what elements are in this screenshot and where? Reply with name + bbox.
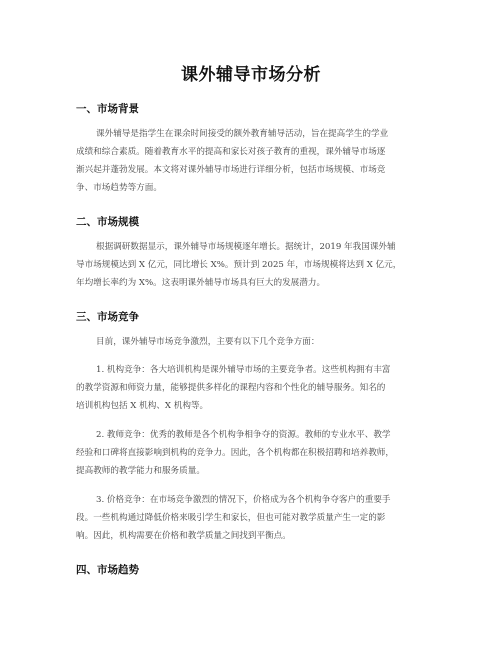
section-heading-market-competition: 三、市场竞争 — [76, 311, 139, 323]
list-item-line: 的教学资源和师资力量，能够提供多样化的课程内容和个性化的辅导服务。知名的 — [76, 383, 386, 393]
section-heading-market-size: 二、市场规模 — [76, 216, 139, 228]
paragraph-line: 课外辅导是指学生在课余时间接受的额外教育辅导活动，旨在提高学生的学业 — [96, 129, 389, 139]
paragraph-line: 年均增长率约为 X%。这表明课外辅导市场具有巨大的发展潜力。 — [76, 278, 326, 288]
paragraph-line: 争、市场趋势等方面。 — [76, 183, 162, 193]
list-item-line: 3. 价格竞争：在市场竞争激烈的情况下，价格成为各个机构争夺客户的重要手 — [96, 495, 391, 505]
paragraph-line: 成绩和综合素质。随着教育水平的提高和家长对孩子教育的重视，课外辅导市场逐 — [76, 147, 386, 157]
document-title: 课外辅导市场分析 — [181, 65, 321, 85]
paragraph-line: 根据调研数据显示，课外辅导市场规模逐年增长。据统计，2019 年我国课外辅 — [96, 242, 396, 252]
list-item-line: 经验和口碑将直接影响到机构的竞争力。因此，各个机构都在积极招聘和培养教师， — [76, 448, 394, 458]
list-item-line: 响。因此，机构需要在价格和教学质量之间找到平衡点。 — [76, 531, 291, 541]
list-item-line: 培训机构包括 X 机构、X 机构等。 — [76, 401, 209, 411]
section-heading-market-background: 一、市场背景 — [76, 103, 139, 115]
section-heading-market-trend: 四、市场趋势 — [76, 564, 139, 576]
paragraph-line: 渐兴起并蓬勃发展。本文将对课外辅导市场进行详细分析，包括市场规模、市场竞 — [76, 165, 386, 175]
list-item-line: 提高教师的教学能力和服务质量。 — [76, 466, 205, 476]
paragraph-line: 目前，课外辅导市场竞争激烈，主要有以下几个竞争方面： — [96, 337, 320, 347]
list-item-line: 段。一些机构通过降低价格来吸引学生和家长，但也可能对教学质量产生一定的影 — [76, 513, 386, 523]
paragraph-line: 导市场规模达到 X 亿元，同比增长 X%。预计到 2025 年，市场规模将达到 X 亿元， — [76, 260, 402, 270]
list-item-line: 2. 教师竞争：优秀的教师是各个机构争相争夺的资源。教师的专业水平、教学 — [96, 430, 391, 440]
list-item-line: 1. 机构竞争：各大培训机构是课外辅导市场的主要竞争者。这些机构拥有丰富 — [96, 365, 391, 375]
